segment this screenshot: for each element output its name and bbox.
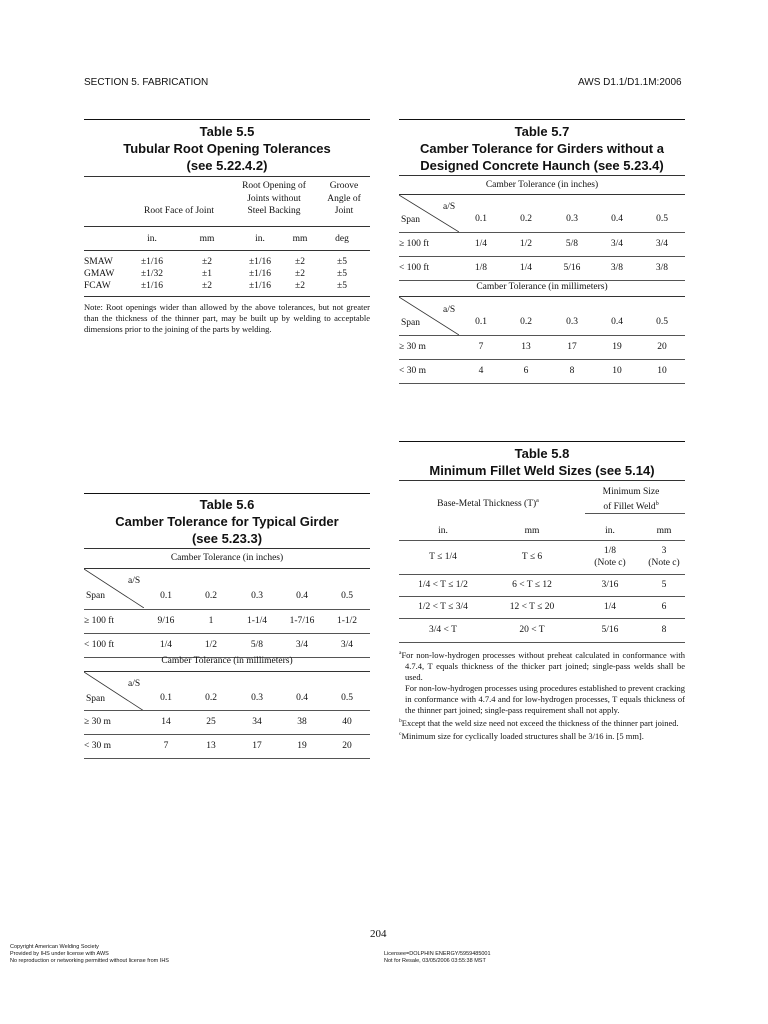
table-5-5-note: Note: Root openings wider than allowed by the above tolerances, but not greater than the thickness of the thinner part, may be built up by welding to acceptable dimensions prior to the joining of the parts by welding. [84, 302, 370, 334]
table-row: ≥ 30 m 14 25 34 38 40 [84, 710, 370, 734]
table-reference: (see 5.22.4.2) [186, 158, 268, 173]
table-number: Table 5.7 [514, 124, 570, 139]
table-row: < 30 m 7 13 17 19 20 [84, 734, 370, 758]
table-row: 1/4 < T ≤ 1/2 6 < T ≤ 12 3/16 5 [399, 574, 685, 596]
camber-inches-subheader: Camber Tolerance (in inches) [170, 553, 284, 563]
table-rule [399, 480, 685, 481]
root-opening-header: Root Opening of Joints without Steel Backing [242, 181, 306, 216]
footnote-a: $^a$For non-low-hydrogen processes without preheat calculated in conformance with 4.7.4, T equals thickness of the thicker part joined; single-pass welds shall be used. [399, 649, 685, 682]
diagonal-header-cell: a/S Span [84, 569, 144, 608]
diagonal-header-cell: a/S Span [84, 672, 144, 711]
table-5-5-title [84, 123, 370, 174]
camber-inches-subheader: Camber Tolerance (in inches) [485, 180, 599, 190]
table-row: < 100 ft 1/4 1/2 5/8 3/4 3/4 [84, 633, 370, 657]
min-size-header: Minimum Size of Fillet Weld$^b$ [602, 487, 660, 513]
table-reference: (see 5.23.3) [191, 531, 263, 546]
table-5-5 [84, 228, 370, 292]
page-number: 204 [370, 928, 387, 940]
table-row: SMAW ±1/16 ±2 ±1/16 ±2 ±5 [84, 257, 347, 267]
license-footer: Licensee=DOLPHIN ENERGY/5959485001 Not for Resale, 03/05/2006 03:55:38 MST [384, 951, 491, 964]
table-row: ≥ 30 m 7 13 17 19 20 [399, 335, 685, 359]
footnote-c: $^c$Minimum size for cyclically loaded structures shall be 3/16 in. [5 mm]. [399, 730, 644, 741]
table-rule [84, 296, 370, 297]
table-row: < 100 ft 1/8 1/4 5/16 3/8 3/8 [399, 256, 685, 280]
table-5-6-inches: 0.1 0.2 0.3 0.4 0.5 ≥ 100 ft 9/16 1 1-1/4 1-7/16 1-1/2 < 100 ft 1/4 1/2 5/8 3/4 3/4 [84, 569, 370, 658]
diagonal-header-cell: a/S Span [399, 297, 459, 335]
table-rule [84, 493, 370, 494]
camber-mm-subheader: Camber Tolerance (in millimeters) [161, 656, 293, 666]
table-row: FCAW ±1/16 ±2 ±1/16 ±2 ±5 [84, 281, 347, 291]
table-5-6-mm: 0.1 0.2 0.3 0.4 0.5 ≥ 30 m 14 25 34 38 40 < 30 m 7 13 17 19 20 [84, 672, 370, 759]
root-face-header: Root Face of Joint [144, 206, 214, 216]
table-rule [399, 175, 685, 176]
table-number: Table 5.5 [199, 124, 255, 139]
copyright-footer: Copyright American Welding Society Provided by IHS under license with AWS No reproduction or networking permitted without license from IHS [10, 944, 169, 964]
table-number: Table 5.8 [514, 446, 570, 461]
camber-mm-subheader: Camber Tolerance (in millimeters) [476, 282, 608, 292]
table-number: Table 5.6 [199, 497, 255, 512]
table-5-7-mm: 0.1 0.2 0.3 0.4 0.5 ≥ 30 m 7 13 17 19 20 < 30 m 4 6 8 10 10 [399, 297, 685, 384]
table-rule [399, 119, 685, 120]
table-5-7-title [399, 123, 685, 174]
table-row: ≥ 100 ft 9/16 1 1-1/4 1-7/16 1-1/2 [84, 609, 370, 633]
table-row: T ≤ 1/4 T ≤ 6 1/8 (Note c) 3 (Note c) [399, 540, 685, 574]
table-row: 1/2 < T ≤ 3/4 12 < T ≤ 20 1/4 6 [399, 596, 685, 618]
units-row: in. mm in. mm [399, 522, 685, 540]
table-rule [84, 548, 370, 549]
table-5-7-inches: 0.1 0.2 0.3 0.4 0.5 ≥ 100 ft 1/4 1/2 5/8 3/4 3/4 < 100 ft 1/8 1/4 5/16 3/8 3/8 [399, 195, 685, 281]
table-rule [84, 176, 370, 177]
table-reference: Designed Concrete Haunch (see 5.23.4) [420, 158, 664, 173]
diagonal-header-cell: a/S Span [399, 195, 459, 232]
table-5-6-title [84, 496, 370, 547]
footnote-b: $^b$Except that the weld size need not exceed the thickness of the thinner part joined. [399, 717, 679, 728]
table-caption: Minimum Fillet Weld Sizes (see 5.14) [429, 463, 655, 478]
table-rule [585, 513, 685, 514]
table-5-8 [399, 522, 685, 643]
table-rule [399, 441, 685, 442]
table-row: ≥ 100 ft 1/4 1/2 5/8 3/4 3/4 [399, 232, 685, 256]
groove-angle-header: Groove Angle of Joint [327, 181, 361, 216]
footnote-a-continued: For non-low-hydrogen processes using procedures established to prevent cracking in conformance with 4.7.4 and for low-hydrogen processes, T equals thickness of the thinner part joined; single-pass requirement shall not apply. [405, 682, 685, 715]
base-metal-header: Base-Metal Thickness $(T)^a$ [437, 498, 539, 510]
table-row: GMAW ±1/32 ±1 ±1/16 ±2 ±5 [84, 269, 347, 279]
table-5-8-footnotes [399, 648, 685, 741]
standard-header: AWS D1.1/D1.1M:2006 [578, 77, 682, 88]
table-row: < 30 m 4 6 8 10 10 [399, 359, 685, 383]
section-header: SECTION 5. FABRICATION [84, 77, 209, 88]
table-row: 3/4 < T 20 < T 5/16 8 [399, 618, 685, 642]
table-rule [84, 119, 370, 120]
table-caption: Camber Tolerance for Girders without a [420, 141, 664, 156]
table-rule [84, 226, 370, 227]
table-caption: Camber Tolerance for Typical Girder [115, 514, 339, 529]
table-5-8-title [399, 445, 685, 479]
units-row: in. mm in. mm deg [147, 233, 349, 244]
table-caption: Tubular Root Opening Tolerances [123, 141, 331, 156]
